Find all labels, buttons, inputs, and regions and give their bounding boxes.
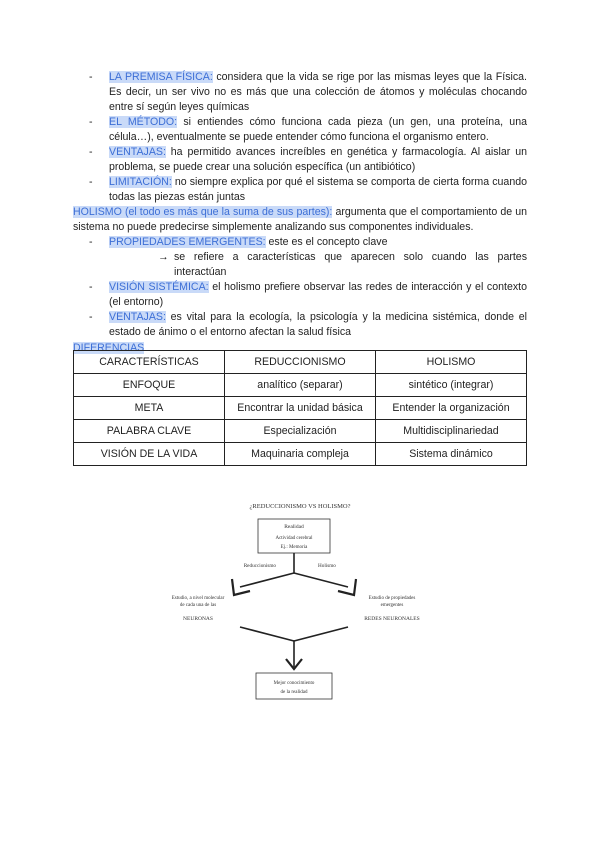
bottom-box: [256, 673, 332, 699]
right-node-caps: REDES NEURONALES: [364, 616, 420, 622]
bullet-dash: -: [89, 71, 93, 83]
holismo-label: HOLISMO (el todo es más que la suma de sus partes):: [73, 206, 333, 218]
bullet-ventajas: [89, 145, 527, 175]
bullet-text: considera que la vida se rige por las mismas leyes que la Física. Es decir, un ser vivo no es más que una colección de átomos y moléculas chocando entre sí según leyes químicas: [109, 71, 527, 113]
top-box-line: Actividad cerebral: [275, 536, 313, 541]
table-row: [74, 397, 527, 420]
right-branch-label: Holismo: [318, 563, 336, 569]
table-cell: Encontrar la unidad básica: [225, 397, 376, 420]
table-cell: sintético (integrar): [376, 374, 527, 397]
table-cell: Especialización: [225, 420, 376, 443]
left-node-caps: NEURONAS: [183, 616, 213, 622]
table-cell: Maquinaria compleja: [225, 443, 376, 466]
connector-line: [294, 573, 348, 587]
right-node-text: Estudio de propiedades: [368, 596, 416, 601]
bullet-dash: -: [89, 311, 93, 323]
bullet-label: PROPIEDADES EMERGENTES:: [109, 236, 266, 248]
bullet-dash: -: [89, 176, 93, 188]
table-row: [74, 420, 527, 443]
bullet-label: VENTAJAS:: [109, 311, 166, 323]
bullet-dash: -: [89, 146, 93, 158]
table-header-row: [74, 351, 527, 374]
table-row: [74, 374, 527, 397]
bullet-dash: -: [89, 116, 93, 128]
bullet-list-holismo: [73, 235, 527, 340]
holismo-text: argumenta que el comportamiento de un sistema no puede predecirse simplemente analizando sus componentes individuales.: [73, 206, 527, 233]
bullet-metodo: [89, 115, 527, 145]
bullet-label: LIMITACIÓN:: [109, 176, 172, 188]
table-header-cell: REDUCCIONISMO: [225, 351, 376, 374]
left-branch-label: Reduccionismo: [243, 563, 276, 569]
diagram-title: ¿REDUCCIONISMO VS HOLISMO?: [249, 503, 351, 510]
connector-line: [240, 627, 294, 641]
table-cell: ENFOQUE: [74, 374, 225, 397]
bullet-text: no siempre explica por qué el sistema se comporta de cierta forma cuando todas las piezas están juntas: [109, 176, 527, 203]
table-cell: Entender la organización: [376, 397, 527, 420]
bullet-ventajas-holismo: [89, 310, 527, 340]
bullet-vision-sistemica: [89, 280, 527, 310]
holismo-paragraph: [73, 205, 527, 235]
bottom-box-line: de la realidad: [280, 690, 308, 695]
left-node-text: de cada una de las: [179, 603, 217, 608]
left-node-text: Estudio, a nivel molecular: [171, 596, 225, 601]
table-cell: Sistema dinámico: [376, 443, 527, 466]
table-cell: analítico (separar): [225, 374, 376, 397]
connector-line: [294, 627, 348, 641]
bullet-list-reduccionismo: [73, 70, 527, 205]
right-arrow-icon: →: [158, 251, 169, 263]
right-node-text: emergentes: [380, 603, 404, 608]
bullet-text: ha permitido avances increíbles en genética y farmacología. Al aislar un problema, se puede crear una solución específica (un antibiótico): [109, 146, 527, 173]
bullet-dash: -: [89, 281, 93, 293]
bullet-text: este es el concepto clave: [265, 236, 388, 248]
bottom-box-line: Mejor conocimiento: [273, 681, 315, 686]
top-box-line: Ej.: Memoria: [280, 545, 308, 550]
differences-table: [73, 350, 527, 466]
diferencias-label: DIFERENCIAS: [73, 342, 145, 354]
table-row: [74, 443, 527, 466]
table-cell: META: [74, 397, 225, 420]
bullet-premisa-fisica: [89, 70, 527, 115]
connector-line: [240, 573, 294, 587]
table-cell: VISIÓN DE LA VIDA: [74, 443, 225, 466]
top-box-line: Realidad: [284, 524, 304, 530]
bullet-text: si entiendes cómo funciona cada pieza (un gen, una proteína, una célula…), eventualmente se puede entender cómo funciona el organismo entero.: [109, 116, 527, 143]
table-header-cell: HOLISMO: [376, 351, 527, 374]
bullet-label: VISIÓN SISTÉMICA:: [109, 281, 209, 293]
bullet-text: es vital para la ecología, la psicología y la medicina sistémica, donde el estado de ánimo o el entorno afectan la salud física: [109, 311, 527, 338]
bullet-propiedades-emergentes: [89, 235, 527, 250]
bullet-dash: -: [89, 236, 93, 248]
table-header-cell: CARACTERÍSTICAS: [74, 351, 225, 374]
reduccionismo-holismo-diagram: [150, 495, 450, 705]
bullet-limitacion: [89, 175, 527, 205]
text-block: [73, 70, 527, 356]
bullet-label: EL MÉTODO:: [109, 116, 178, 128]
table-cell: Multidisciplinariedad: [376, 420, 527, 443]
table-cell: PALABRA CLAVE: [74, 420, 225, 443]
bullet-text: el holismo prefiere observar las redes de interacción y el contexto (el entorno): [109, 281, 527, 308]
sub-bullet-text: se refiere a características que aparecen solo cuando las partes interactúan: [174, 251, 527, 278]
bullet-label: VENTAJAS:: [109, 146, 166, 158]
sub-bullet: [158, 250, 527, 280]
bullet-label: LA PREMISA FÍSICA:: [109, 71, 213, 83]
